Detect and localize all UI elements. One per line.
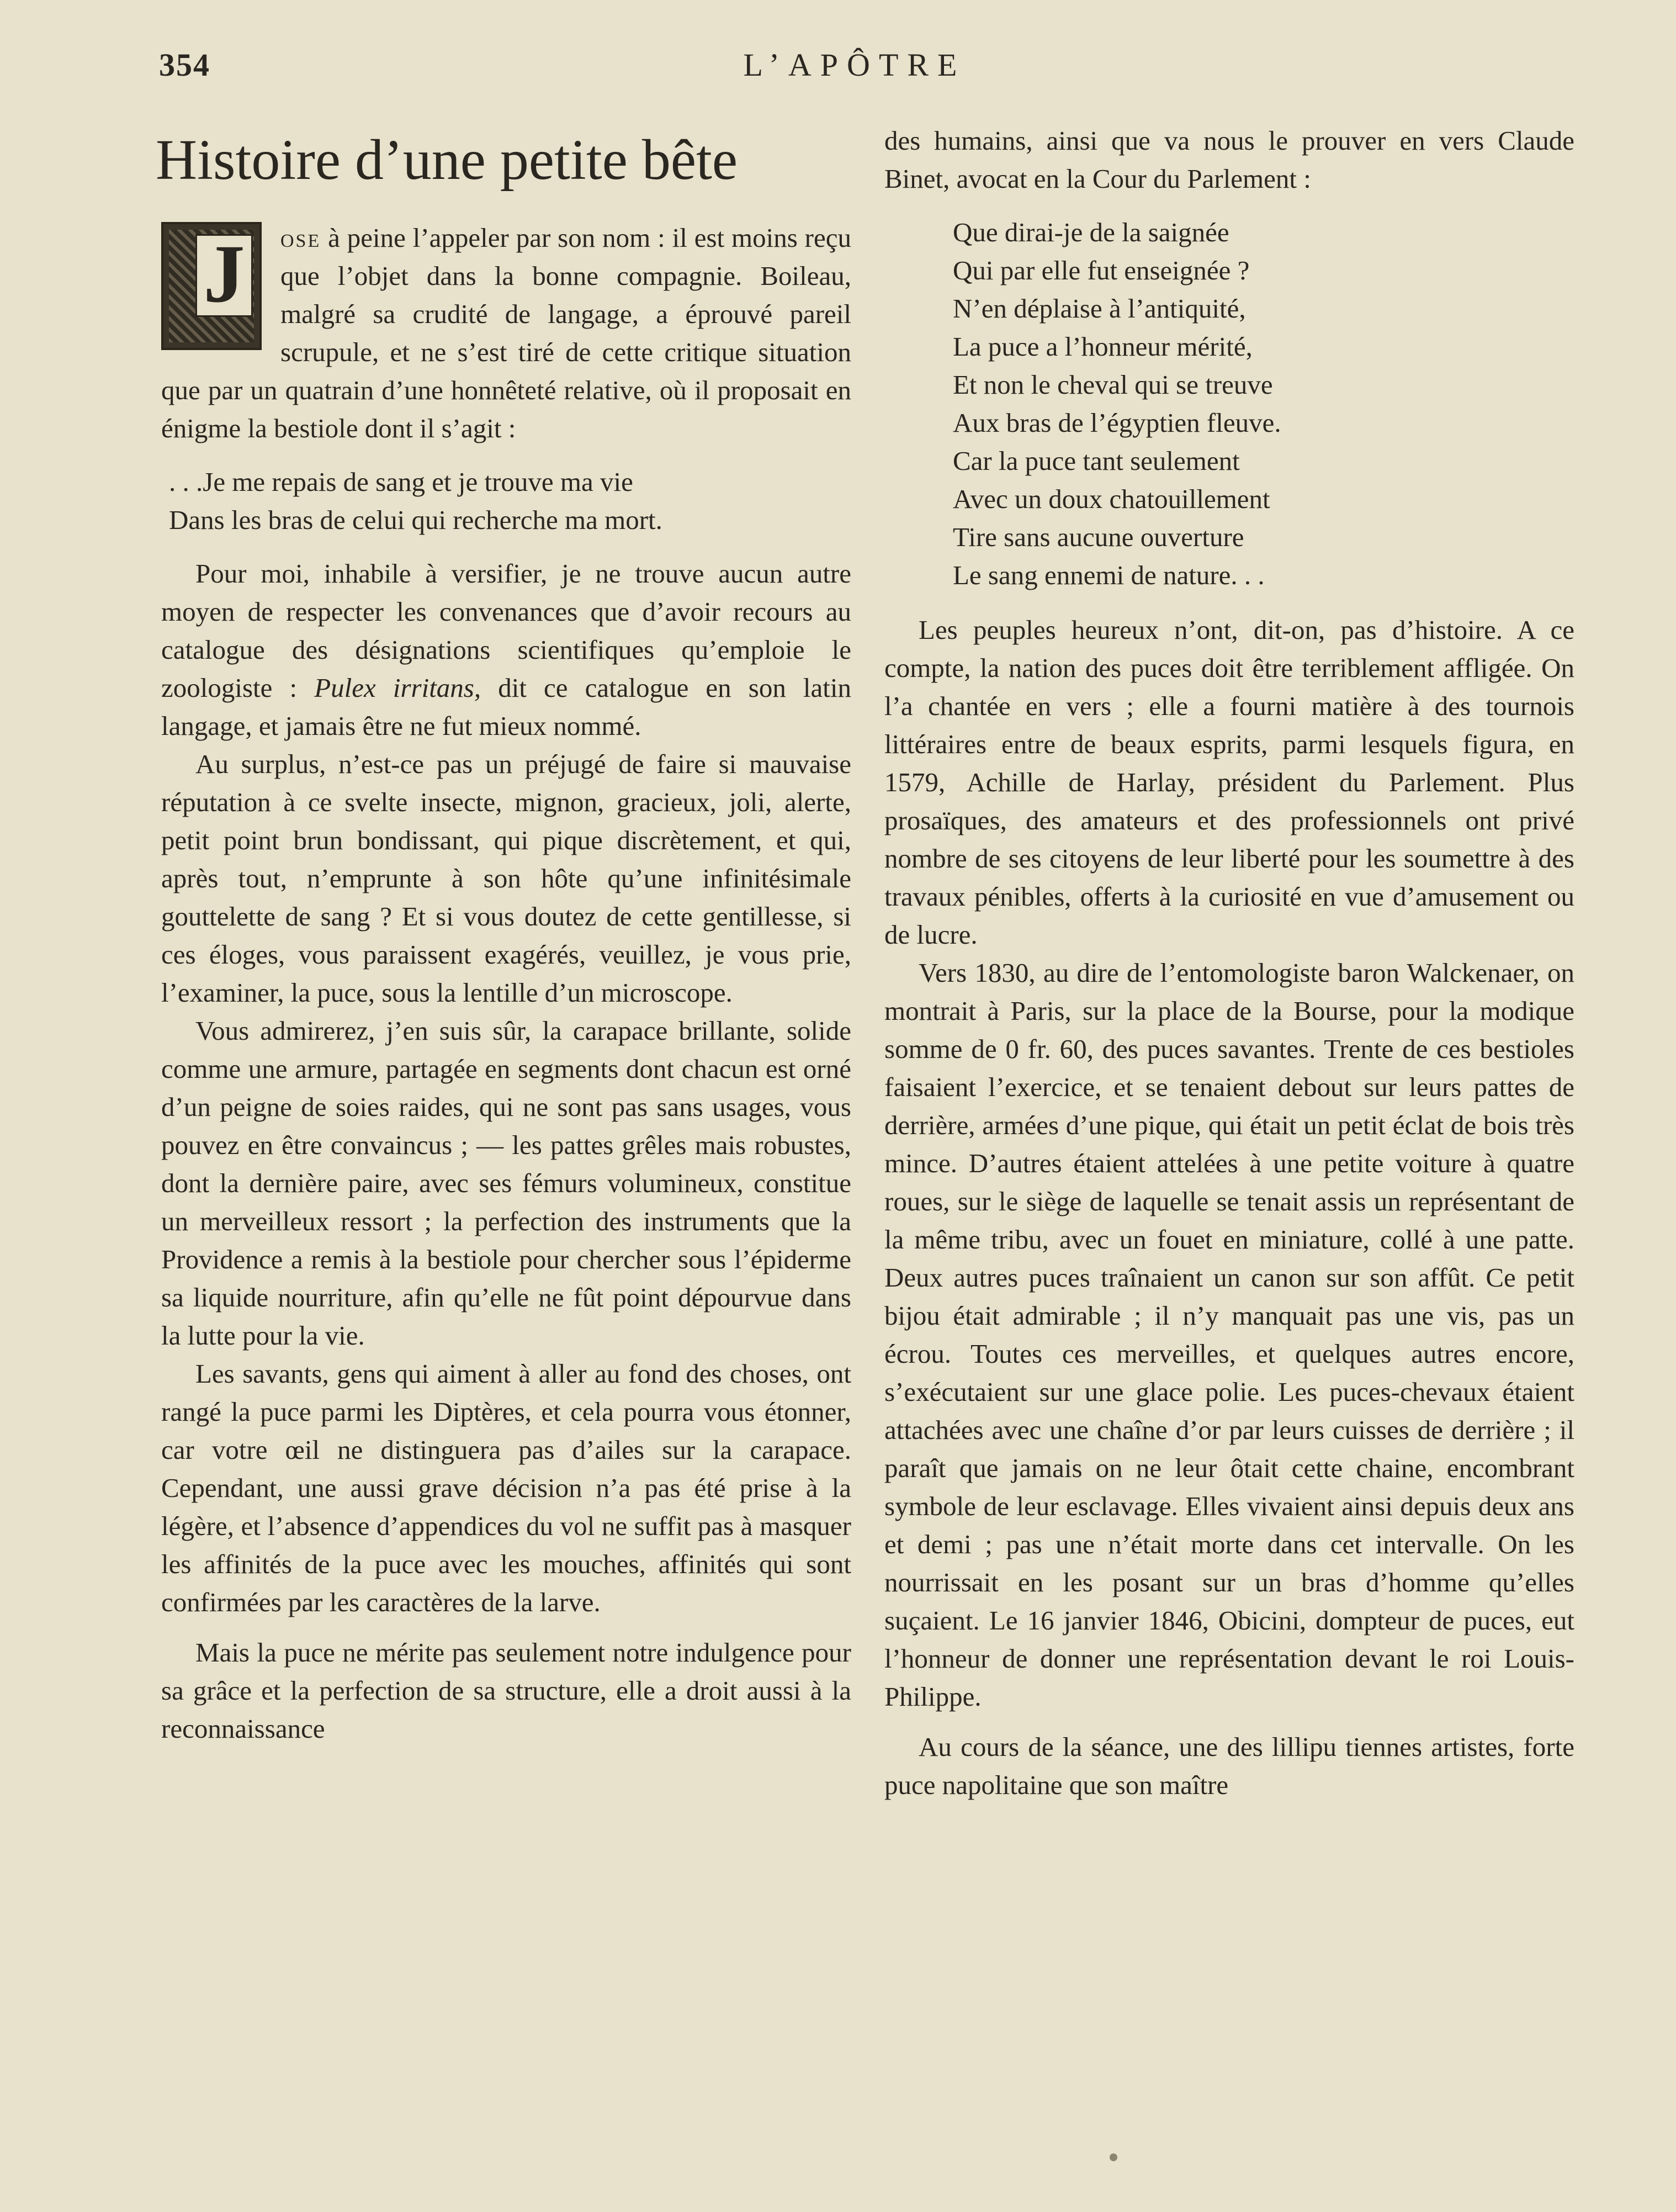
paragraph: Les savants, gens qui aiment à aller au fond des choses, ont rangé la puce parmi les Diptères, et cela pourra vous étonner, car votre œil ne distinguera pas d’ailes sur la carapace. Cependant, une aussi grave décision n’a pas été prise à la légère, et l’absence d’appendices du vol ne suffit pas à masquer les affinités de la puce avec les mouches, affinités qui sont confirmées par les caractères de la larve. — [161, 1358, 851, 1617]
ornamental-dropcap — [161, 222, 262, 350]
verse-line: La puce a l’honneur mérité, — [953, 331, 1253, 362]
ink-spot — [1110, 2153, 1117, 2161]
paragraph: Vers 1830, au dire de l’entomologiste baron Walckenaer, on montrait à Paris, sur la place de la Bourse, pour la modique somme de 0 fr. 60, des puces savantes. Trente de ces bestioles faisaient l’exercice, et se tenaient debout sur leurs pattes de derrière, armées d’une pique, qui était un petit éclat de bois très mince. D’autres étaient attelées à une petite voiture à quatre roues, sur le siège de laquelle se tenait assis un représentant de la même tribu, avec un fouet en miniature, collé à une patte. Deux autres puces traînaient un canon sur son affût. Ce petit bijou était admirable ; il n’y manquait pas une vis, pas un écrou. Toutes ces merveilles, et quelques autres encore, s’exécutaient sur une glace polie. Les puces-chevaux étaient attachées avec une chaîne d’or par leurs cuisses de derrière ; il paraît que jamais on ne leur ôtait cette chaine, encombrant symbole de leur esclavage. Elles vivaient ainsi depuis deux ans et demi ; pas une n’était morte dans cet intervalle. On les nourrissait en les posant sur un bras d’homme qu’elles suçaient. Le 16 janvier 1846, Obicini, dompteur de puces, eut l’honneur de donner une représentation devant le roi Louis-Philippe. — [884, 957, 1574, 1712]
first-word: ose — [280, 223, 321, 253]
verse-line: Aux bras de l’égyptien fleuve. — [953, 408, 1281, 438]
paragraph: Les peuples heureux n’ont, dit-on, pas d’histoire. A ce compte, la nation des puces doit être terriblement affligée. On l’a chantée en vers ; elle a fourni matière à des tournois littéraires entre de beaux esprits, parmi lesquels figura, en 1579, Achille de Harlay, président du Parlement. Plus prosaïques, des amateurs et des professionnels ont privé nombre de ses citoyens de leur liberté pour les soumettre à des travaux pénibles, offerts à la curiosité en vue d’amusement ou de lucre. — [884, 615, 1574, 950]
page-number: 354 — [159, 47, 210, 83]
verse-line: Qui par elle fut enseignée ? — [953, 255, 1250, 285]
paragraph-text: Pour moi, inhabile à versifier, je ne trouve aucun autre moyen de respecter les convenances que d’avoir recours au catalogue des désignations scientifiques qu’emploie le zoologiste : — [161, 558, 851, 703]
paragraph: Vous admirerez, j’en suis sûr, la carapace brillante, solide comme une armure, partagée en segments dont chacun est orné d’un peigne de soies raides, qui ne sont pas sans usages, vous pouvez en être convaincus ; — les pattes grêles mais robustes, dont la dernière paire, avec ses fémurs volumineux, constitue un merveilleux ressort ; la perfection des instruments que la Providence a remis à la bestiole pour chercher sous l’épiderme sa liquide nourriture, afin qu’elle ne fût point dépourvue dans la lutte pour la vie. — [161, 1015, 851, 1351]
verse-line: N’en déplaise à l’antiquité, — [953, 293, 1246, 324]
verse-line: Et non le cheval qui se treuve — [953, 369, 1273, 400]
paragraph: Mais la puce ne mérite pas seulement notre indulgence pour sa grâce et la perfection de sa structure, elle a droit aussi à la reconnaissance — [161, 1637, 851, 1744]
verse-line: Dans les bras de celui qui recherche ma mort. — [169, 505, 662, 535]
verse-line: Tire sans aucune ouverture — [953, 522, 1244, 552]
verse-line: . . .Je me repais de sang et je trouve ma vie — [169, 467, 633, 497]
left-column — [156, 121, 852, 1748]
running-head — [0, 39, 1676, 88]
paragraph — [161, 554, 851, 745]
paragraph: des humains, ainsi que va nous le prouver en vers Claude Binet, avocat en la Cour du Parlement : — [884, 125, 1574, 194]
boileau-verse — [169, 463, 851, 539]
dropcap-letter: J — [203, 228, 245, 320]
paragraph: Au cours de la séance, une des lillipu tiennes artistes, forte puce napolitaine que son maître — [884, 1732, 1574, 1800]
paragraph-text: dit ce catalogue en son latin langage, et jamais être ne fut mieux nommé. — [161, 673, 852, 741]
first-paragraph — [161, 219, 851, 447]
verse-line: Car la puce tant seulement — [953, 446, 1240, 476]
right-column — [884, 121, 1574, 1804]
first-paragraph-text: à peine l’appeler par son nom : il est moins reçu que l’objet dans la bonne compagnie. Boileau, malgré sa crudité de langage, a éprouvé pareil scrupule, et ne s’est tiré de cette critique situation que par un quatrain d’une honnêteté relative, où il proposait en énigme la bestiole dont il s’agit : — [161, 223, 851, 443]
binet-verse — [953, 213, 1574, 594]
article-title: Histoire d’une petite bête — [156, 128, 738, 192]
latin-name: Pulex irritans, — [314, 673, 481, 703]
verse-line: Le sang ennemi de nature. . . — [953, 560, 1265, 590]
paragraph: Au surplus, n’est-ce pas un préjugé de faire si mauvaise réputation à ce svelte insecte, mignon, gracieux, joli, alerte, petit point brun bondissant, qui pique discrètement, et qui, après tout, n’emprunte à son hôte qu’une infinitésimale gouttelette de sang ? Et si vous doutez de cette gentillesse, si ces éloges, vous paraissent exagérés, veuillez, je vous prie, l’examiner, la puce, sous la lentille d’un microscope. — [161, 749, 851, 1008]
journal-title: L’APÔTRE — [743, 47, 966, 83]
verse-line: Que dirai-je de la saignée — [953, 217, 1229, 247]
verse-line: Avec un doux chatouillement — [953, 484, 1270, 514]
